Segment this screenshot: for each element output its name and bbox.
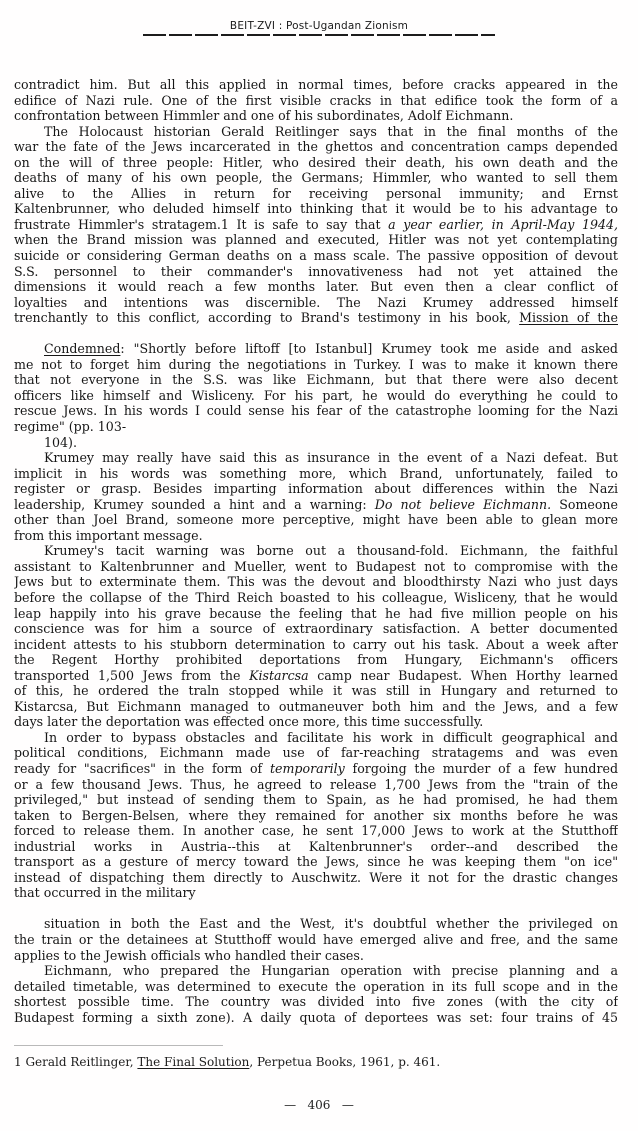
text-line (14, 466, 618, 482)
text-line (14, 792, 618, 808)
text-line (14, 232, 618, 248)
text-line (14, 606, 618, 622)
text-run: the train or the detainees at Stutthoff would have emerged alive and free, and the same (14, 931, 618, 947)
paragraph (14, 435, 618, 451)
text-run: loyalties and intentions was discernible. The Nazi Krumey addressed himself (14, 294, 618, 310)
text-run: industrial works in Austria--this at Kaltenbrunner's order--and described the (14, 838, 618, 854)
text-line (14, 248, 618, 264)
text-line (14, 310, 618, 326)
text-line (14, 77, 618, 93)
text-line (14, 808, 618, 824)
text-run: shortest possible time. The country was divided into five zones (with the city of (14, 994, 618, 1010)
italic-text: temporarily (269, 761, 345, 777)
paragraph (14, 543, 618, 730)
text-line (14, 357, 618, 373)
text-line (14, 388, 618, 404)
italic-text: Kistarcsa (249, 667, 309, 683)
text-run: incident attests to his stubborn determination to carry out his task. About a week after (14, 636, 618, 652)
text-run: that occurred in the military (14, 885, 196, 901)
text-line (14, 295, 618, 311)
paragraph (14, 341, 618, 434)
text-run: camp near Budapest. When Horthy learned (308, 667, 618, 683)
paragraph (14, 77, 618, 124)
text-run: leadership, Krumey sounded a hint and a warning: (14, 496, 375, 512)
text-line (14, 590, 618, 606)
text-run: war the fate of the Jews incarcerated in the ghettos and concentration camps depended (14, 139, 618, 155)
text-line (14, 1010, 618, 1026)
text-run: Jews but to exterminate them. This was the devout and bloodthirsty Nazi who just days (14, 574, 618, 590)
text-run: dimensions it would reach a few months later. But even then a clear conflict of (14, 279, 618, 295)
paragraph (14, 450, 618, 543)
text-line (14, 885, 618, 901)
text-run: frustrate Himmler's stratagem.1 It is safe to say that (14, 216, 389, 232)
text-line (14, 683, 618, 699)
text-line (14, 108, 618, 124)
text-line (14, 403, 618, 419)
text-line (14, 668, 618, 684)
running-header (0, 0, 638, 32)
text-line (14, 994, 618, 1010)
paragraph (14, 963, 618, 1025)
text-run: ready for "sacrifices" in the form of (14, 761, 270, 777)
text-run: political conditions, Eichmann made use of far-reaching stratagems and was even (14, 745, 618, 761)
body-text (14, 77, 618, 1025)
text-run: assistant to Kaltenbrunner and Mueller, went to Budapest not to compromise with the (14, 558, 618, 574)
text-line (14, 637, 618, 653)
text-line (14, 839, 618, 855)
text-line (14, 279, 618, 295)
text-line (14, 201, 618, 217)
text-run: applies to the Jewish officials who handled their cases. (14, 947, 364, 963)
italic-text: a year earlier, in April-May 1944, (388, 216, 618, 232)
text-run: transport as a gesture of mercy toward the Jews, since he was keeping them "on ice" (14, 854, 618, 870)
text-run: or a few thousand Jews. Thus, he agreed to release 1,700 Jews from the "train of the (14, 776, 618, 792)
text-run: Krumey's tacit warning was borne out a thousand-fold. Eichmann, the faithful (44, 543, 618, 559)
text-run: Eichmann, who prepared the Hungarian operation with precise planning and a (44, 963, 618, 979)
text-line (14, 528, 618, 544)
underlined-text: The Final Solution (137, 1055, 250, 1070)
paragraph (14, 124, 618, 326)
text-run: from this important message. (14, 527, 203, 543)
text-run: , Perpetua Books, 1961, p. 461. (249, 1055, 441, 1070)
footnote-separator (14, 1045, 223, 1046)
text-line (14, 450, 618, 466)
text-run: before the collapse of the Third Reich boasted to his colleague, Wisliceny, that he would (14, 590, 618, 605)
text-run: deaths of many of his own people, the Germans; Himmler, who wanted to sell them (14, 170, 618, 186)
page-number: — 406 — (284, 1098, 354, 1112)
text-run: officers like himself and Wisliceny. For his part, he would do everything he could to (14, 387, 618, 403)
text-line (14, 155, 618, 171)
text-line (14, 264, 618, 280)
running-title: BEIT-ZVI : Post-Ugandan Zionism (229, 20, 409, 32)
text-run: conscience was for him a source of extraordinary satisfaction. A better documented (14, 621, 618, 637)
text-line (14, 652, 618, 668)
text-run: Someone (551, 496, 618, 512)
text-run: privileged," but instead of sending them to Spain, as he had promised, he had them (14, 792, 618, 808)
text-line (14, 621, 618, 637)
text-line (14, 170, 618, 186)
text-run: forgoing the murder of a few hundred (344, 761, 618, 777)
text-run: other than Joel Brand, someone more perceptive, might have been able to glean more (14, 512, 618, 528)
text-line (14, 777, 618, 793)
text-run: detailed timetable, was determined to execute the operation in its full scope and in the (14, 978, 618, 994)
text-line (14, 714, 618, 730)
text-run: me not to forget him during the negotiations in Turkey. I was to make it known there (14, 356, 618, 372)
text-run: the Regent Horthy prohibited deportations from Hungary, Eichmann's officers (14, 652, 618, 668)
text-line (14, 93, 618, 109)
text-run: edifice of Nazi rule. One of the first visible cracks in that edifice took the form of a (14, 92, 618, 108)
text-line (14, 481, 618, 497)
text-run: confrontation between Himmler and one of his subordinates, Adolf Eichmann. (14, 108, 514, 124)
text-run: implicit in his words was something more, which Brand, unfortunately, failed to (14, 465, 618, 481)
text-run: situation in both the East and the West, it's doubtful whether the privileged on (44, 916, 618, 932)
text-line (14, 916, 618, 932)
text-run: Kistarcsa, But Eichmann managed to outmaneuver both him and the Jews, and a few (14, 698, 618, 714)
underlined-text: Mission of the (519, 310, 618, 326)
text-line (14, 543, 618, 559)
text-line (14, 186, 618, 202)
text-run: Kaltenbrunner, who deluded himself into thinking that it would be to his advantage to (14, 201, 618, 217)
text-run: of this, he ordered the traln stopped while it was still in Hungary and returned to (14, 683, 618, 699)
text-run: that not everyone in the S.S. was like Eichmann, but that there were also decent (14, 372, 618, 388)
text-run: : "Shortly before liftoff [to Istanbul] Krumey took me aside and asked (120, 341, 618, 357)
text-line (14, 217, 618, 233)
text-line (14, 435, 618, 451)
underlined-text: Condemned (44, 341, 121, 357)
text-run: Krumey may really have said this as insurance in the event of a Nazi defeat. But (44, 450, 618, 466)
text-line (14, 419, 618, 435)
text-run: days later the deportation was effected once more, this time successfully. (14, 714, 484, 730)
text-run: register or grasp. Besides imparting information about differences within the Nazi (14, 481, 618, 497)
text-run: trenchantly to this conflict, according to Brand's testimony in his book, (14, 310, 520, 326)
text-line (14, 823, 618, 839)
text-line (14, 341, 618, 357)
text-run: 1 Gerald Reitlinger, (14, 1055, 138, 1070)
text-run: S.S. personnel to their commander's innovativeness had not yet attained the (14, 263, 618, 279)
text-run: Budapest forming a sixth zone). A daily quota of deportees was set: four trains of 45 (14, 1009, 618, 1025)
text-line (14, 574, 618, 590)
text-line (14, 139, 618, 155)
text-run: on the will of three people: Hitler, who desired their death, his own death and the (14, 154, 618, 170)
text-run: regime" (pp. 103- (14, 418, 127, 434)
text-line (14, 963, 618, 979)
text-line (14, 559, 618, 575)
text-line (14, 497, 618, 513)
text-run: taken to Bergen-Belsen, where they remained for another six months before he was (14, 807, 618, 823)
text-line (14, 854, 618, 870)
text-line (14, 761, 618, 777)
footnote (14, 1055, 618, 1070)
text-run: 104). (44, 434, 77, 450)
text-line (14, 699, 618, 715)
header-rule (143, 34, 495, 36)
text-run: rescue Jews. In his words I could sense his fear of the catastrophe looming for the Nazi (14, 403, 618, 419)
text-line (14, 730, 618, 746)
text-run: contradict him. But all this applied in normal times, before cracks appeared in the (14, 77, 618, 92)
text-line (14, 948, 618, 964)
text-line (14, 870, 618, 886)
text-line (14, 979, 618, 995)
text-run: suicide or considering German deaths on a mass scale. The passive opposition of devout (14, 248, 618, 264)
text-run: alive to the Allies in return for receiving personal immunity; and Ernst (14, 185, 618, 201)
text-run: The Holocaust historian Gerald Reitlinger says that in the final months of the (44, 123, 618, 139)
text-run: forced to release them. In another case, he sent 17,000 Jews to work at the Stutthoff (14, 823, 618, 839)
text-run: leap happily into his grave because the feeling that he had five million people on his (14, 605, 618, 621)
text-line (14, 745, 618, 761)
text-run: when the Brand mission was planned and executed, Hitler was not yet contemplating (14, 232, 618, 248)
text-line (14, 124, 618, 140)
text-line (14, 932, 618, 948)
text-line (14, 372, 618, 388)
text-run: instead of dispatching them directly to Auschwitz. Were it not for the drastic changes (14, 869, 618, 885)
text-run: transported 1,500 Jews from the (14, 667, 250, 683)
text-run: In order to bypass obstacles and facilitate his work in difficult geographical and (44, 729, 618, 745)
paragraph (14, 916, 618, 963)
paragraph (14, 730, 618, 901)
text-line (14, 512, 618, 528)
italic-text: Do not believe Eichmann. (374, 496, 552, 512)
